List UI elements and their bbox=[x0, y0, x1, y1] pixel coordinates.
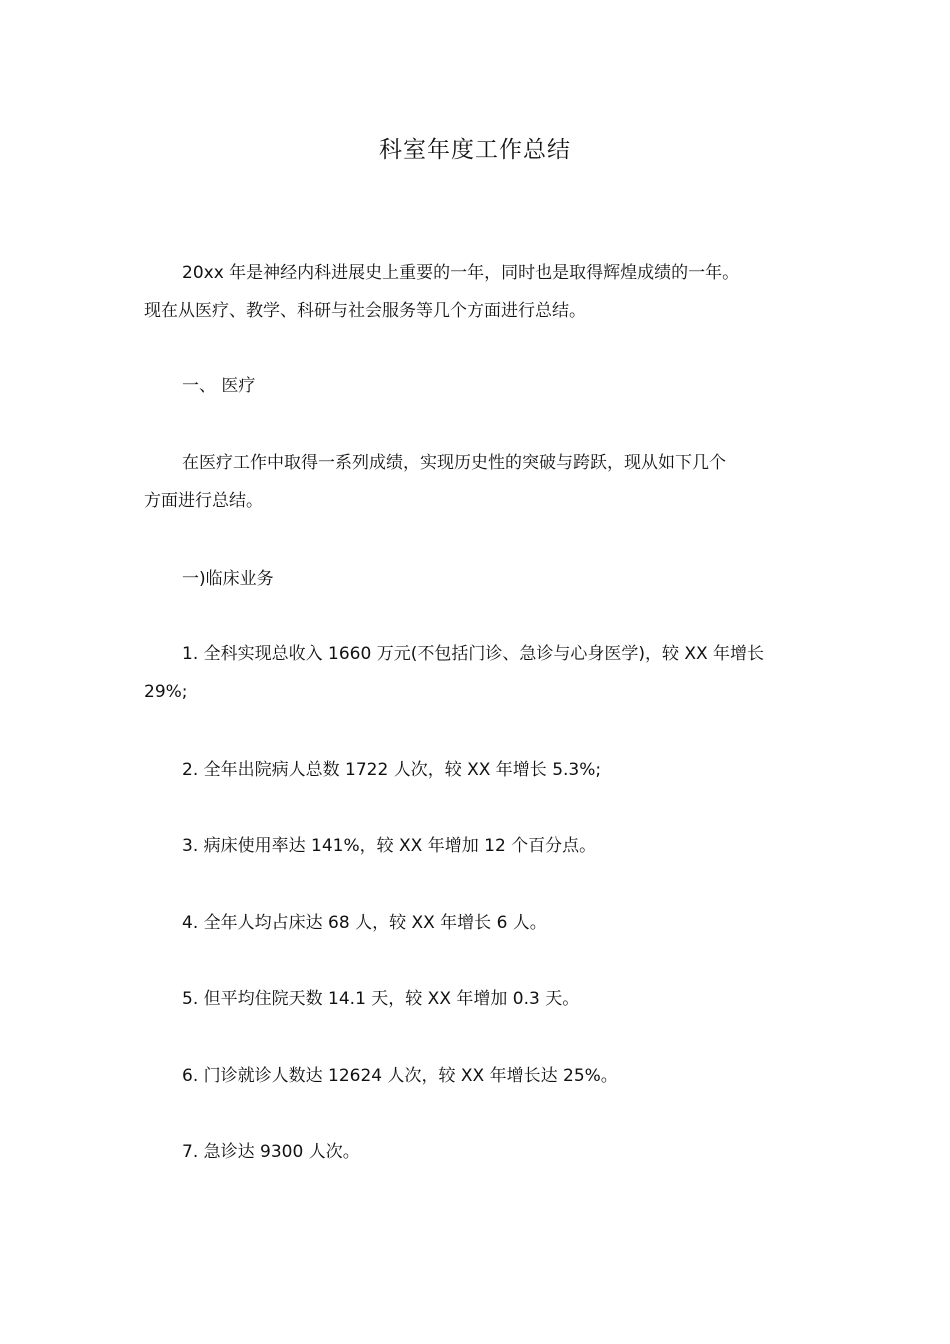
paragraph-line: 20xx 年是神经内科进展史上重要的一年，同时也是取得辉煌成绩的一年。 bbox=[182, 263, 740, 283]
list-item bbox=[144, 1133, 814, 1171]
paragraph-line: 一、 医疗 bbox=[182, 376, 256, 396]
paragraph-line: 现在从医疗、教学、科研与社会服务等几个方面进行总结。 bbox=[144, 301, 586, 321]
paragraph-intro bbox=[144, 254, 814, 330]
list-item bbox=[144, 827, 814, 865]
paragraph-line: 4. 全年人均占床达 68 人，较 XX 年增长 6 人。 bbox=[182, 913, 547, 933]
section-heading-medical bbox=[144, 367, 814, 405]
paragraph-line: 1. 全科实现总收入 1660 万元(不包括门诊、急诊与心身医学)，较 XX 年增长 bbox=[182, 644, 765, 664]
document-title: 科室年度工作总结 bbox=[379, 137, 571, 163]
list-item bbox=[144, 635, 814, 711]
paragraph-line: 5. 但平均住院天数 14.1 天，较 XX 年增加 0.3 天。 bbox=[182, 989, 580, 1009]
paragraph-line: 3. 病床使用率达 141%，较 XX 年增加 12 个百分点。 bbox=[182, 836, 597, 856]
list-item bbox=[144, 751, 814, 789]
paragraph-line: 7. 急诊达 9300 人次。 bbox=[182, 1142, 360, 1162]
subsection-heading-clinical bbox=[144, 560, 814, 598]
paragraph-medical-summary bbox=[144, 444, 814, 520]
list-item bbox=[144, 1057, 814, 1095]
list-item bbox=[144, 980, 814, 1018]
paragraph-line: 一)临床业务 bbox=[182, 569, 274, 589]
paragraph-line: 方面进行总结。 bbox=[144, 491, 263, 511]
paragraph-line: 6. 门诊就诊人数达 12624 人次，较 XX 年增长达 25%。 bbox=[182, 1066, 618, 1086]
paragraph-line: 29%; bbox=[144, 682, 188, 702]
paragraph-line: 2. 全年出院病人总数 1722 人次，较 XX 年增长 5.3%; bbox=[182, 760, 602, 780]
paragraph-line: 在医疗工作中取得一系列成绩，实现历史性的突破与跨跃，现从如下几个 bbox=[182, 453, 726, 473]
list-item bbox=[144, 904, 814, 942]
